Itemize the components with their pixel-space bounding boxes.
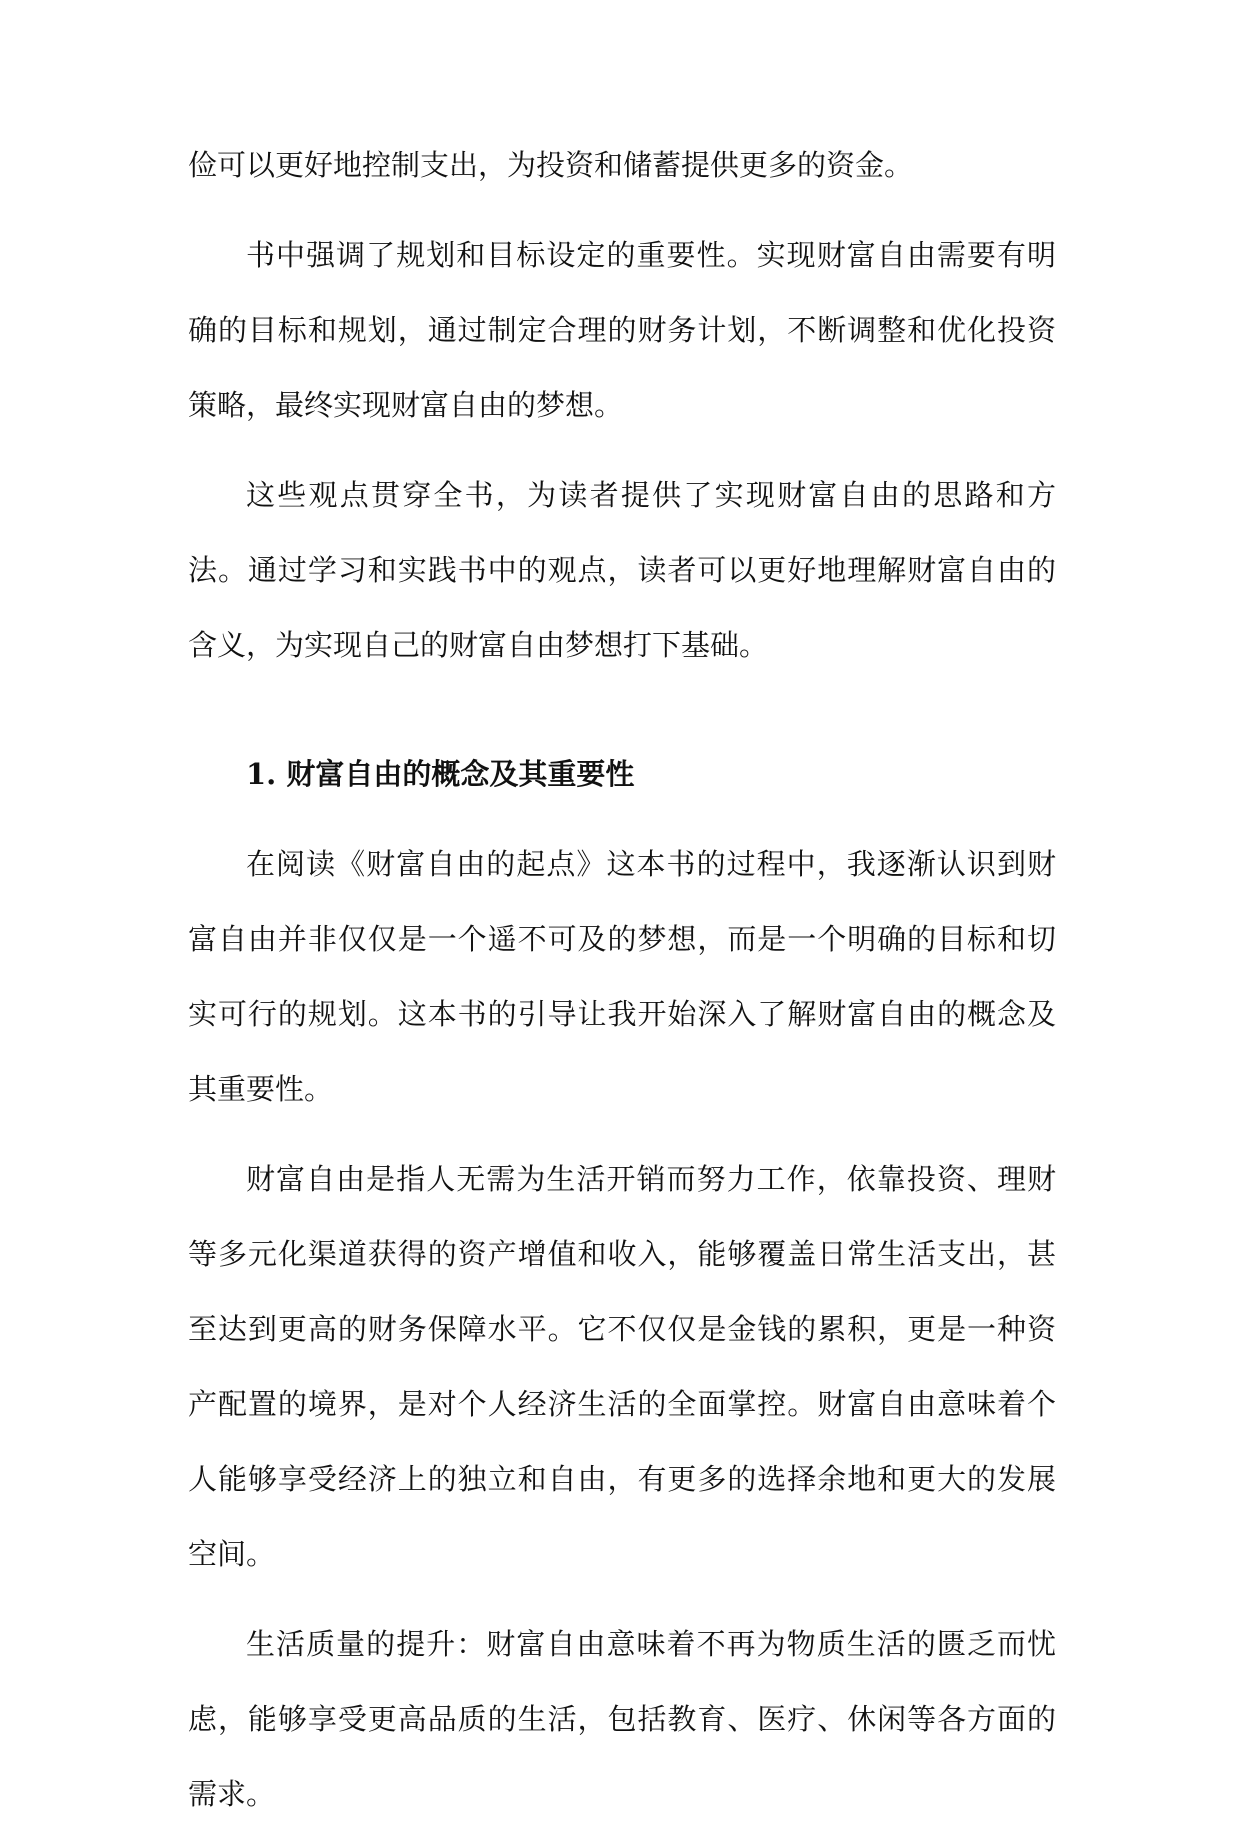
paragraph-planning: 书中强调了规划和目标设定的重要性。实现财富自由需要有明确的目标和规划，通过制定合理的财务计划，不断调整和优化投资策略，最终实现财富自由的梦想。: [188, 238, 1056, 422]
paragraph-reading-reflection: 在阅读《财富自由的起点》这本书的过程中，我逐渐认识到财富自由并非仅仅是一个遥不可及的梦想，而是一个明确的目标和切实可行的规划。这本书的引导让我开始深入了解财富自由的概念及其重要性。: [188, 847, 1056, 1106]
paragraph-continued: 俭可以更好地控制支出，为投资和储蓄提供更多的资金。: [188, 148, 914, 182]
paragraph-summary: 这些观点贯穿全书，为读者提供了实现财富自由的思路和方法。通过学习和实践书中的观点，读者可以更好地理解财富自由的含义，为实现自己的财富自由梦想打下基础。: [188, 478, 1056, 662]
section-heading: 1. 财富自由的概念及其重要性: [246, 757, 635, 791]
paragraph-definition: 财富自由是指人无需为生活开销而努力工作，依靠投资、理财等多元化渠道获得的资产增值和收入，能够覆盖日常生活支出，甚至达到更高的财务保障水平。它不仅仅是金钱的累积，更是一种资产配置的境界，是对个人经济生活的全面掌控。财富自由意味着个人能够享受经济上的独立和自由，有更多的选择余地和更大的发展空间。: [188, 1162, 1056, 1571]
paragraph-quality-of-life: 生活质量的提升：财富自由意味着不再为物质生活的匮乏而忧虑，能够享受更高品质的生活，包括教育、医疗、休闲等各方面的需求。: [188, 1627, 1056, 1811]
document-body: [188, 128, 1056, 1847]
